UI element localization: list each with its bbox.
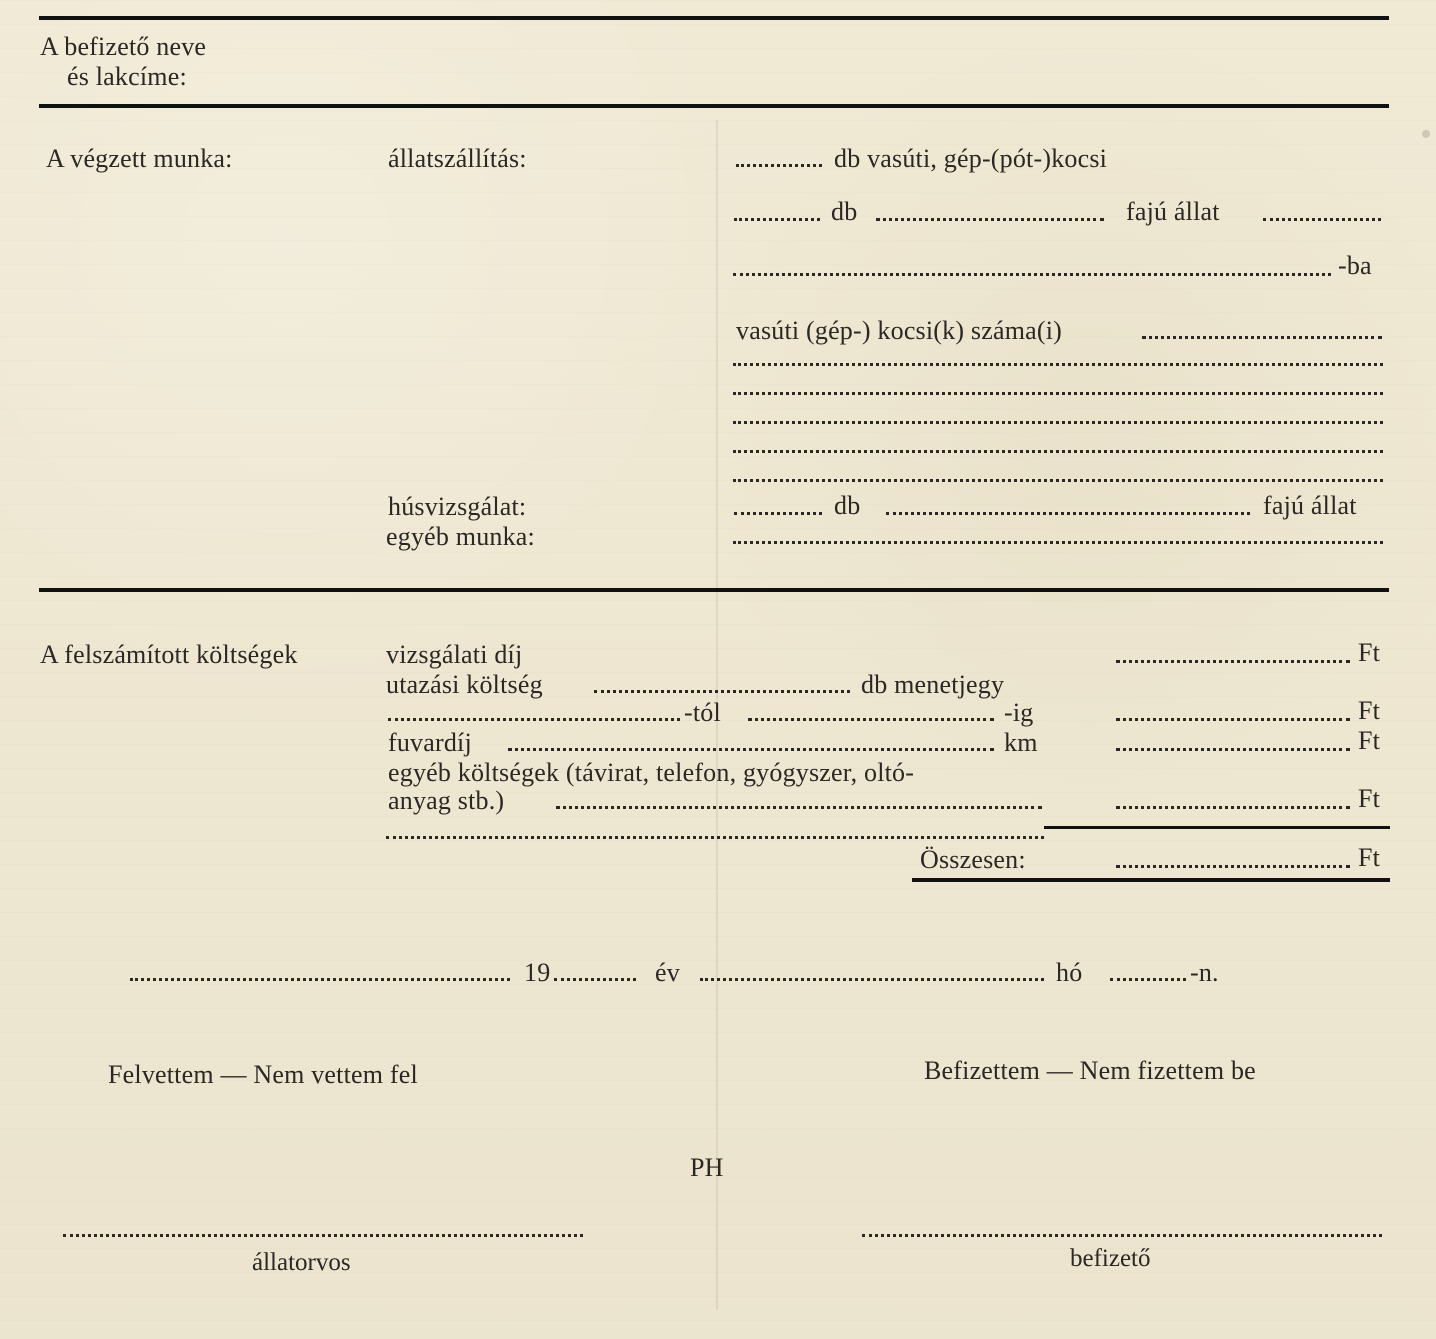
meat-db-label: db	[834, 491, 861, 520]
day-dots	[1110, 978, 1186, 981]
transport-species-end-dots	[1263, 218, 1381, 221]
other-work-label: egyéb munka:	[386, 522, 535, 551]
freight-fee-label: fuvardíj	[388, 728, 472, 757]
vet-signature-line	[63, 1234, 583, 1237]
top-rule	[39, 16, 1389, 20]
travel-cost-label: utazási költség	[386, 670, 543, 699]
vehicle-numbers-dots-5	[733, 450, 1383, 453]
other-costs-amount-dots	[1116, 806, 1350, 809]
paper-speck-icon	[1422, 130, 1430, 138]
month-dots	[700, 978, 1044, 981]
payer-signature-line	[862, 1234, 1382, 1237]
total-amount-dots	[1116, 865, 1350, 868]
inspection-fee-dots	[1116, 660, 1350, 663]
payer-name-label-line2: és lakcíme:	[67, 62, 187, 91]
day-suffix: -n.	[1190, 958, 1219, 987]
vet-signature-label: állatorvos	[252, 1249, 351, 1276]
vehicle-numbers-dots-2	[733, 363, 1383, 366]
transport-count-dots	[736, 164, 822, 167]
inspection-fee-label: vizsgálati díj	[386, 640, 523, 669]
transport-species-label: fajú állat	[1126, 197, 1220, 226]
total-currency: Ft	[1358, 843, 1381, 872]
section-rule-2	[39, 588, 1389, 592]
other-costs-line1: egyéb költségek (távirat, telefon, gyógyszer, oltó-	[388, 758, 915, 787]
from-place-dots	[388, 718, 680, 721]
freight-amount-dots	[1116, 748, 1350, 751]
ticket-count-label: db menetjegy	[861, 670, 1005, 699]
year-prefix: 19	[524, 958, 551, 987]
transport-destination-dots	[733, 273, 1331, 276]
transport-db-dots	[734, 218, 820, 221]
total-label: Összesen:	[920, 845, 1026, 874]
freight-amount-currency: Ft	[1358, 726, 1381, 755]
year-label: év	[655, 958, 680, 987]
travel-cost-dots	[594, 690, 850, 693]
payer-signature-label: befizető	[1070, 1245, 1151, 1272]
date-place-dots	[130, 978, 510, 981]
meat-inspection-label: húsvizsgálat:	[388, 492, 527, 521]
other-costs-line2: anyag stb.)	[388, 786, 505, 815]
vet-receipt-text: Felvettem — Nem vettem fel	[108, 1060, 418, 1089]
inspection-fee-currency: Ft	[1358, 638, 1381, 667]
travel-amount-currency: Ft	[1358, 696, 1381, 725]
freight-km-dots	[508, 748, 994, 751]
other-work-dots	[733, 541, 1383, 544]
vehicle-numbers-label: vasúti (gép-) kocsi(k) száma(i)	[736, 316, 1063, 345]
travel-amount-dots	[1116, 718, 1350, 721]
month-label: hó	[1056, 958, 1083, 987]
stamp-label: PH	[690, 1153, 724, 1182]
payer-name-label-line1: A befizető neve	[40, 32, 207, 61]
transport-row1-text: db vasúti, gép-(pót-)kocsi	[834, 144, 1108, 173]
meat-count-dots	[734, 512, 822, 515]
work-label: A végzett munka:	[46, 144, 233, 173]
vehicle-numbers-dots-3	[733, 392, 1383, 395]
to-suffix: -ig	[1004, 698, 1034, 727]
subtotal-rule	[1044, 826, 1390, 829]
km-label: km	[1004, 728, 1038, 757]
costs-label: A felszámított költségek	[40, 640, 298, 669]
meat-species-label: fajú állat	[1263, 491, 1357, 520]
extra-cost-dots	[386, 836, 1044, 839]
meat-species-dots	[886, 512, 1250, 515]
other-costs-currency: Ft	[1358, 784, 1381, 813]
year-dots	[554, 978, 636, 981]
vehicle-numbers-dots-1	[1142, 336, 1382, 339]
other-costs-dots	[556, 806, 1042, 809]
from-suffix: -tól	[684, 698, 721, 727]
animal-transport-label: állatszállítás:	[388, 144, 527, 173]
vehicle-numbers-dots-6	[733, 479, 1383, 482]
to-place-dots	[748, 718, 994, 721]
transport-destination-suffix: -ba	[1338, 251, 1372, 280]
vehicle-numbers-dots-4	[733, 421, 1383, 424]
payer-receipt-text: Befizettem — Nem fizettem be	[924, 1056, 1256, 1085]
section-rule-1	[39, 104, 1389, 108]
transport-db-label: db	[831, 197, 858, 226]
transport-species-dots	[876, 218, 1104, 221]
total-underline	[912, 878, 1390, 882]
